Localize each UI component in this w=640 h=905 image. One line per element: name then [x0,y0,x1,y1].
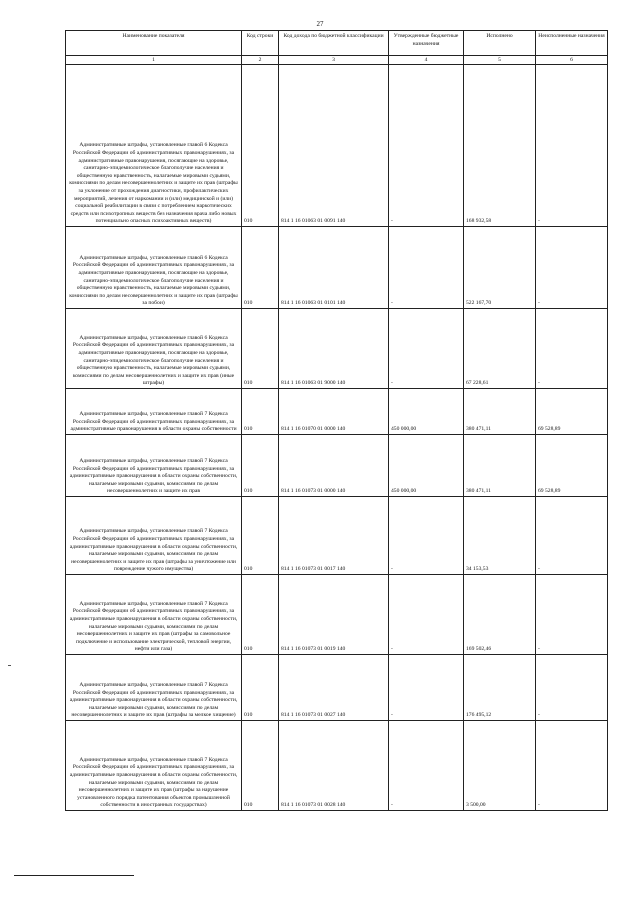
approved-amount: - [389,497,464,575]
margin-mark [8,665,11,666]
column-number: 2 [242,56,279,65]
income-code: 814 1 16 01073 01 0028 140 [279,721,389,811]
approved-amount: - [389,227,464,309]
header-executed: Исполнено [464,31,536,56]
line-code: 010 [242,721,279,811]
header-indicator-name: Наименование показателя [66,31,242,56]
line-code: 010 [242,655,279,721]
executed-amount: 522 167,70 [464,227,536,309]
header-row [66,31,608,56]
indicator-name: Административные штрафы, установленные главой 7 Кодекса Российской Федерации об административных правонарушениях, за административные правонарушения в области охраны собственности, налагаемые мировыми судьями, комиссиями по делам несовершеннолетних и защите их прав (штрафы за нарушение установленного порядка патентования объектов промышленной собственности в иностранных государствах) [66,721,242,811]
header-unexecuted: Неисполненные назначения [536,31,608,56]
approved-amount: 450 000,00 [389,389,464,435]
table-row [66,655,608,721]
unexecuted-amount: - [536,575,608,655]
executed-amount: 380 471,11 [464,435,536,497]
indicator-name: Административные штрафы, установленные главой 6 Кодекса Российской Федерации об административных правонарушениях, за административные правонарушения, посягающие на здоровье, санитарно-эпидемиологическое благополучие населения и общественную нравственность, налагаемые мировыми судьями, комиссиями по делам несовершеннолетних и защите их прав (иные штрафы) [66,309,242,389]
column-number: 4 [389,56,464,65]
table-row [66,65,608,227]
table-row [66,497,608,575]
unexecuted-amount: - [536,65,608,227]
income-code: 814 1 16 01070 01 0000 140 [279,389,389,435]
unexecuted-amount: 69 528,89 [536,389,608,435]
table-row [66,227,608,309]
line-code: 010 [242,575,279,655]
executed-amount: 176 495,12 [464,655,536,721]
approved-amount: - [389,65,464,227]
income-code: 814 1 16 01073 01 0017 140 [279,497,389,575]
executed-amount: 380 471,11 [464,389,536,435]
column-number: 3 [279,56,389,65]
approved-amount: 450 000,00 [389,435,464,497]
footnote-separator [14,875,134,876]
executed-amount: 3 500,00 [464,721,536,811]
indicator-name: Административные штрафы, установленные главой 7 Кодекса Российской Федерации об административных правонарушениях, за административные правонарушения в области охраны собственности, налагаемые мировыми судьями, комиссиями по делам несовершеннолетних и защите их прав (штрафы за мелкое хищение) [66,655,242,721]
header-income-code: Код дохода по бюджетной классификации [279,31,389,56]
indicator-name: Административные штрафы, установленные главой 6 Кодекса Российской Федерации об административных правонарушениях, за административные правонарушения, посягающие на здоровье, санитарно-эпидемиологическое благополучие населения и общественную нравственность, налагаемые мировыми судьями, комиссиями по делам несовершеннолетних и защите их прав (штрафы за побои) [66,227,242,309]
executed-amount: 67 228,61 [464,309,536,389]
indicator-name: Административные штрафы, установленные главой 7 Кодекса Российской Федерации об административных правонарушениях, за административные правонарушения в области охраны собственности, налагаемые мировыми судьями, комиссиями по делам несовершеннолетних и защите их прав (штрафы за уничтожение или повреждение чужого имущества) [66,497,242,575]
header-approved: Утвержденные бюджетные назначения [389,31,464,56]
executed-amount: 34 153,53 [464,497,536,575]
unexecuted-amount: - [536,655,608,721]
header-line-code: Код строки [242,31,279,56]
unexecuted-amount: - [536,309,608,389]
budget-execution-table [65,30,608,811]
page-number: 27 [316,20,324,28]
executed-amount: 168 932,58 [464,65,536,227]
income-code: 814 1 16 01063 01 9000 140 [279,309,389,389]
indicator-name: Административные штрафы, установленные главой 7 Кодекса Российской Федерации об административных правонарушениях, за административные правонарушения в области охраны собственности, налагаемые мировыми судьями, комиссиями по делам несовершеннолетних и защите их прав (штрафы за самовольное подключение и использование электрической, тепловой энергии, нефти или газа) [66,575,242,655]
approved-amount: - [389,721,464,811]
table-row [66,575,608,655]
indicator-name: Административные штрафы, установленные главой 6 Кодекса Российской Федерации об административных правонарушениях, за административные правонарушения, посягающие на здоровье, санитарно-эпидемиологическое благополучие населения и общественную нравственность, налагаемые мировыми судьями, комиссиями по делам несовершеннолетних и защите их прав (штрафы за уклонение от прохождения диагностики, профилактических мероприятий, лечения от наркомании и (или) медицинской и (или) социальной реабилитации в связи с потреблением наркотических средств или психотропных веществ без назначения врача либо новых потенциально опасных психоактивных веществ) [66,65,242,227]
column-number-row [66,56,608,65]
income-code: 814 1 16 01063 01 0091 140 [279,65,389,227]
indicator-name: Административные штрафы, установленные главой 7 Кодекса Российской Федерации об административных правонарушениях, за административные правонарушения в области охраны собственности, налагаемые мировыми судьями, комиссиями по делам несовершеннолетних и защите их прав [66,435,242,497]
income-code: 814 1 16 01073 01 0027 140 [279,655,389,721]
executed-amount: 169 502,46 [464,575,536,655]
column-number: 5 [464,56,536,65]
unexecuted-amount: 69 528,89 [536,435,608,497]
table-row [66,309,608,389]
approved-amount: - [389,575,464,655]
approved-amount: - [389,655,464,721]
unexecuted-amount: - [536,497,608,575]
column-number: 6 [536,56,608,65]
line-code: 010 [242,435,279,497]
unexecuted-amount: - [536,227,608,309]
line-code: 010 [242,227,279,309]
table-row [66,389,608,435]
table-row [66,435,608,497]
line-code: 010 [242,309,279,389]
line-code: 010 [242,65,279,227]
line-code: 010 [242,497,279,575]
income-code: 814 1 16 01073 01 0000 140 [279,435,389,497]
table-row [66,721,608,811]
income-code: 814 1 16 01073 01 0019 140 [279,575,389,655]
income-code: 814 1 16 01063 01 0101 140 [279,227,389,309]
unexecuted-amount: - [536,721,608,811]
indicator-name: Административные штрафы, установленные главой 7 Кодекса Российской Федерации об административных правонарушениях, за административные правонарушения в области охраны собственности [66,389,242,435]
approved-amount: - [389,309,464,389]
column-number: 1 [66,56,242,65]
line-code: 010 [242,389,279,435]
